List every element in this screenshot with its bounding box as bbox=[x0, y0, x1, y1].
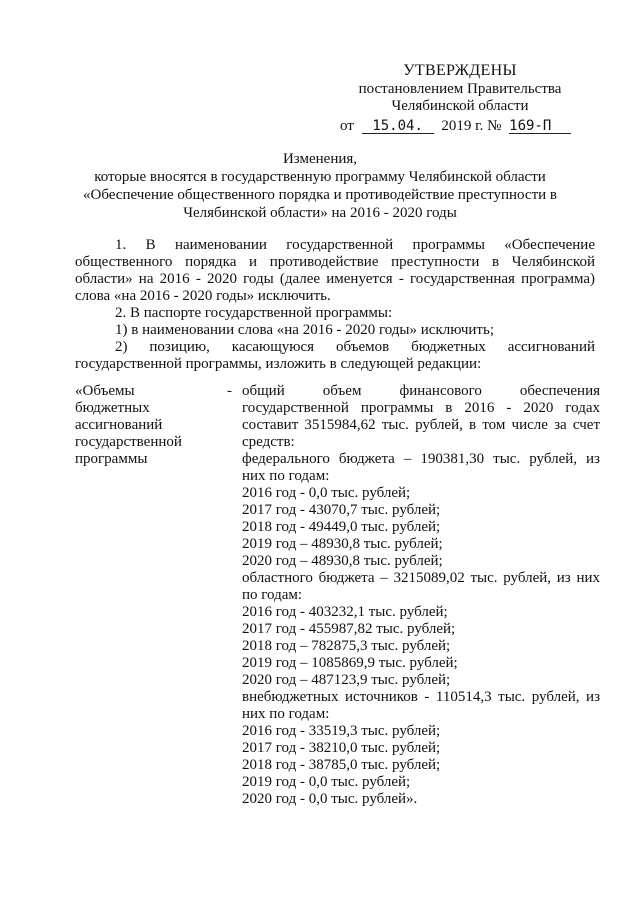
heading-line-2: которые вносятся в государственную программу Челябинской области bbox=[94, 169, 546, 185]
handwritten-number: 169-П bbox=[509, 119, 571, 134]
label-line: «Объемы bbox=[75, 383, 135, 399]
text-line: них по годам: bbox=[242, 468, 330, 484]
text-line: общий объем финансового обеспечения bbox=[242, 383, 600, 399]
text-line: них по годам: bbox=[242, 706, 330, 722]
text-line: 2017 год - 38210,0 тыс. рублей; bbox=[242, 740, 441, 756]
handwritten-date: 15.04. bbox=[362, 119, 434, 134]
year-text: 2019 г. № bbox=[441, 118, 502, 134]
passport-budget-row bbox=[75, 383, 600, 823]
passport-row-label bbox=[75, 383, 215, 468]
text-line: 2019 год – 1085869,9 тыс. рублей; bbox=[242, 655, 458, 671]
approval-stamp bbox=[340, 62, 580, 134]
text-line: 2017 год - 43070,7 тыс. рублей; bbox=[242, 502, 441, 518]
paragraph-1-line-1: 1. В наименовании государственной программы «Обеспечение bbox=[115, 237, 595, 253]
label-line: программы bbox=[75, 451, 148, 467]
text-line: 2017 год - 455987,82 тыс. рублей; bbox=[242, 621, 456, 637]
paragraph-4-line-1: 2) позицию, касающуюся объемов бюджетных ассигнований bbox=[115, 339, 595, 355]
text-line: 2016 год - 403232,1 тыс. рублей; bbox=[242, 604, 448, 620]
document-heading bbox=[60, 150, 580, 222]
approval-title: УТВЕРЖДЕНЫ bbox=[403, 62, 517, 79]
text-line: 2019 год - 0,0 тыс. рублей; bbox=[242, 774, 411, 790]
approval-date-line bbox=[340, 118, 590, 135]
paragraph-1-line-4: слова «на 2016 - 2020 годы» исключить. bbox=[75, 288, 331, 304]
text-line: государственной программы в 2016 - 2020 годах bbox=[242, 400, 600, 416]
text-line: внебюджетных источников - 110514,3 тыс. рублей, из bbox=[242, 689, 600, 705]
passport-row-text bbox=[242, 383, 600, 808]
text-line: 2018 год - 49449,0 тыс. рублей; bbox=[242, 519, 441, 535]
paragraph-1-line-3: области» на 2016 - 2020 годы (далее именуется - государственная программа) bbox=[75, 271, 595, 287]
text-line: 2020 год – 487123,9 тыс. рублей; bbox=[242, 672, 451, 688]
approval-line-2: Челябинской области bbox=[391, 98, 529, 114]
text-line: 2018 год - 38785,0 тыс. рублей; bbox=[242, 757, 441, 773]
heading-line-4: Челябинской области» на 2016 - 2020 годы bbox=[183, 205, 457, 221]
label-line: государственной bbox=[75, 434, 182, 450]
text-line: 2016 год - 33519,3 тыс. рублей; bbox=[242, 723, 441, 739]
text-line: 2020 год – 48930,8 тыс. рублей; bbox=[242, 553, 443, 569]
text-line: составит 3515984,62 тыс. рублей, в том числе за счет bbox=[242, 417, 600, 433]
paragraph-1-line-2: общественного порядка и противодействие преступности в Челябинской bbox=[75, 254, 595, 270]
text-line: 2020 год - 0,0 тыс. рублей». bbox=[242, 791, 418, 807]
document-body bbox=[75, 237, 595, 373]
label-dash: - bbox=[227, 383, 232, 399]
paragraph-2: 2. В паспорте государственной программы: bbox=[115, 305, 393, 321]
label-line: бюджетных bbox=[75, 400, 150, 416]
text-line: 2019 год – 48930,8 тыс. рублей; bbox=[242, 536, 443, 552]
text-line: 2018 год – 782875,3 тыс. рублей; bbox=[242, 638, 451, 654]
heading-line-1: Изменения, bbox=[282, 151, 358, 167]
heading-line-3: «Обеспечение общественного порядка и противодействие преступности в bbox=[83, 187, 557, 203]
paragraph-4-line-2: государственной программы, изложить в следующей редакции: bbox=[75, 356, 482, 372]
date-prefix: от bbox=[340, 118, 354, 134]
text-line: 2016 год - 0,0 тыс. рублей; bbox=[242, 485, 411, 501]
approval-line-1: постановлением Правительства bbox=[358, 81, 562, 97]
paragraph-3: 1) в наименовании слова «на 2016 - 2020 годы» исключить; bbox=[115, 322, 494, 338]
label-line: ассигнований bbox=[75, 417, 163, 433]
text-line: областного бюджета – 3215089,02 тыс. рублей, из них bbox=[242, 570, 600, 586]
text-line: по годам: bbox=[242, 587, 303, 603]
text-line: средств: bbox=[242, 434, 295, 450]
text-line: федерального бюджета – 190381,30 тыс. рублей, из bbox=[242, 451, 600, 467]
